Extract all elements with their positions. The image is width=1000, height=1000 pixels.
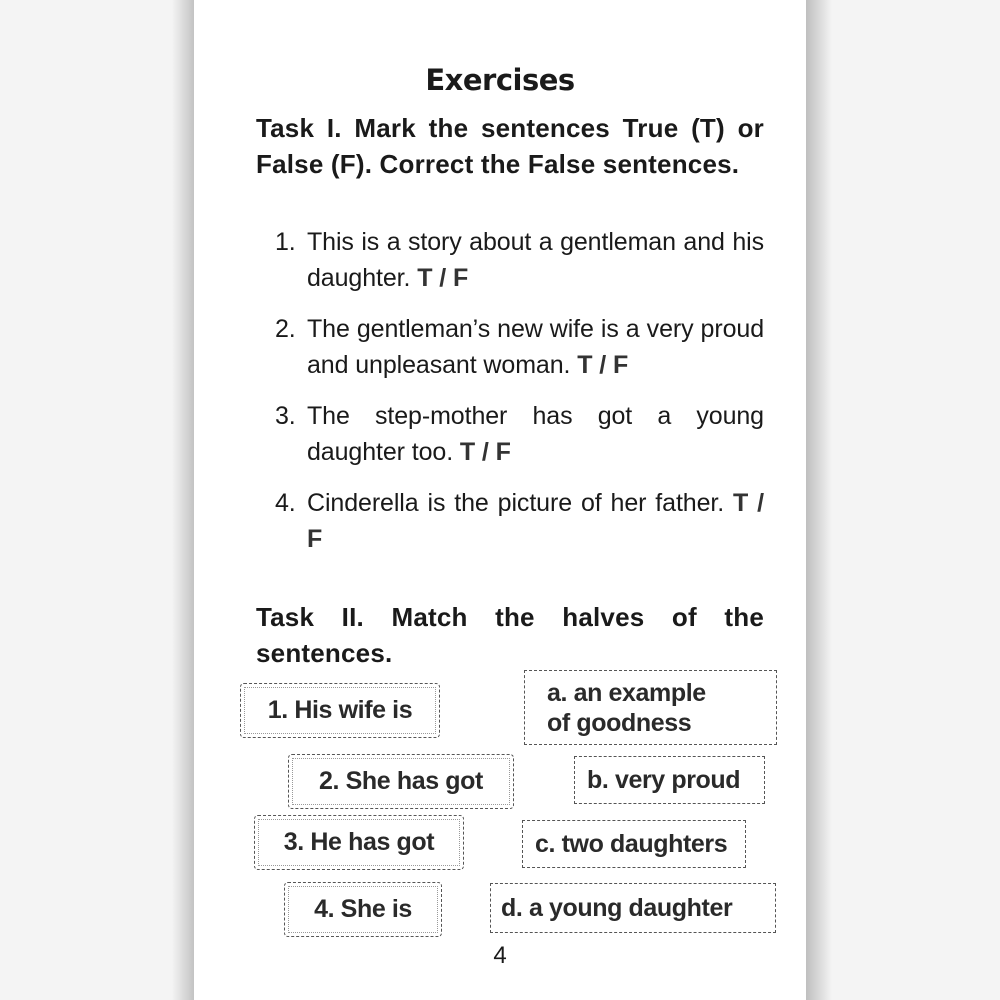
task1-title: Task I. Mark the sentences True (T) or False (F). Correct the False sentences. [256, 113, 764, 179]
match-right-label-line2: of goodness [547, 708, 692, 737]
true-false-choice: T / F [459, 438, 511, 466]
match-right-label: b. very proud [587, 765, 741, 794]
task2-title: Task II. Match the halves of the sentences. [256, 602, 764, 668]
match-right-a [524, 670, 777, 745]
task1-item-1 [256, 224, 764, 296]
item-number: 2. [275, 315, 296, 343]
task1-item-2 [256, 311, 764, 383]
task1-sentence-list [256, 224, 764, 572]
item-text: Cinderella is the picture of her father. [307, 489, 725, 517]
match-left-label: 1. His wife is [267, 696, 413, 724]
match-right-c [522, 820, 746, 868]
match-left-label: 3. He has got [283, 828, 435, 856]
match-left-label: 4. She is [314, 895, 412, 923]
exercises-heading: Exercises [425, 63, 575, 97]
task1-item-3 [256, 398, 764, 470]
page-shadow-right [806, 0, 832, 1000]
match-right-b [574, 756, 765, 804]
item-number: 3. [275, 402, 296, 430]
match-left-1 [240, 683, 440, 738]
match-left-2 [288, 754, 514, 809]
match-right-label: d. a young daughter [501, 893, 733, 922]
match-left-label: 2. She has got [319, 767, 483, 795]
true-false-choice: T / F [417, 264, 469, 292]
item-text: This is a story about a gentleman and his daughter. [307, 228, 764, 292]
match-right-d [490, 883, 776, 933]
item-number: 4. [275, 489, 296, 517]
page-number: 4 [493, 942, 507, 969]
page-shadow-left [172, 0, 196, 1000]
match-right-label: c. two daughters [535, 829, 728, 858]
item-text: The step-mother has got a young daughter too. [307, 402, 764, 466]
book-page [194, 0, 806, 1000]
item-text: The gentleman’s new wife is a very proud and unpleasant woman. [307, 315, 764, 379]
true-false-choice: T / F [577, 351, 629, 379]
true-false-choice: T / F [307, 489, 764, 553]
match-right-label-line1: a. an example [547, 678, 706, 707]
item-number: 1. [275, 228, 296, 256]
match-left-4 [284, 882, 442, 937]
match-left-3 [254, 815, 464, 870]
task1-item-4 [256, 485, 764, 557]
